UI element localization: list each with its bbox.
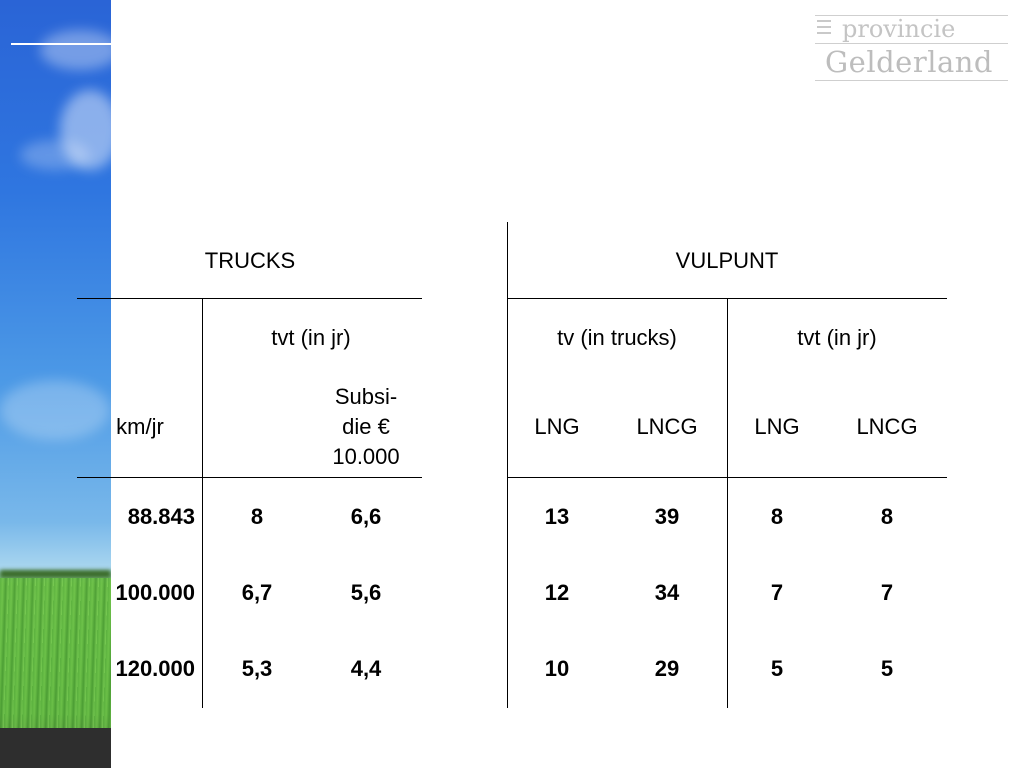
cell-subsidie: 4,4 (350, 656, 382, 681)
cloud (40, 30, 111, 70)
header-tvt-lng: LNG (754, 414, 800, 439)
cell-tv-lncg: 29 (654, 656, 680, 681)
cell-tvt-lng: 5 (770, 656, 784, 681)
header-trucks-tvt: tvt (in jr) (271, 325, 351, 350)
header-tvt-lncg: LNCG (856, 414, 918, 439)
header-vulpunt: VULPUNT (675, 248, 779, 273)
logo-rule (815, 43, 1008, 44)
header-vulpunt-tvt: tvt (in jr) (797, 325, 877, 350)
cell-tv-lncg: 39 (654, 504, 680, 529)
cell-subsidie: 6,6 (350, 504, 382, 529)
cell-tv-lng: 13 (544, 504, 570, 529)
cell-tv-lng: 10 (544, 656, 570, 681)
ground (0, 728, 111, 768)
cell-km: 88.843 (127, 504, 195, 529)
table-divider (727, 298, 728, 708)
cell-tvt-lng: 7 (770, 580, 784, 605)
header-subsidie: Subsi- die € 10.000 (332, 384, 400, 469)
header-tv-lng: LNG (534, 414, 580, 439)
cell-km: 120.000 (115, 656, 195, 681)
logo-bars-icon (817, 20, 831, 36)
cell-tvt-lncg: 8 (880, 504, 894, 529)
cell-tvt-lng: 8 (770, 504, 784, 529)
cloud (20, 140, 90, 170)
header-tv-lncg: LNCG (636, 414, 698, 439)
cell-tv-lncg: 34 (654, 580, 680, 605)
header-trucks: TRUCKS (204, 248, 296, 273)
cell-tvt: 8 (250, 504, 264, 529)
logo-rule (815, 80, 1008, 81)
logo-text-provincie: provincie (842, 15, 956, 43)
side-background-image (0, 0, 111, 768)
table-divider (507, 222, 508, 708)
cell-tvt-lncg: 5 (880, 656, 894, 681)
table-rule (77, 298, 422, 299)
logo-text-gelderland: Gelderland (825, 45, 993, 79)
decorative-line (11, 43, 111, 45)
header-vulpunt-tv: tv (in trucks) (557, 325, 677, 350)
table-rule (77, 477, 422, 478)
cell-km: 100.000 (115, 580, 195, 605)
horizon (0, 570, 111, 578)
cell-tvt: 5,3 (241, 656, 273, 681)
table-divider (202, 298, 203, 708)
provincie-gelderland-logo (815, 14, 1008, 82)
cell-subsidie: 5,6 (350, 580, 382, 605)
cell-tvt-lncg: 7 (880, 580, 894, 605)
cell-tv-lng: 12 (544, 580, 570, 605)
cell-tvt: 6,7 (241, 580, 273, 605)
header-km-jr: km/jr (116, 414, 164, 439)
